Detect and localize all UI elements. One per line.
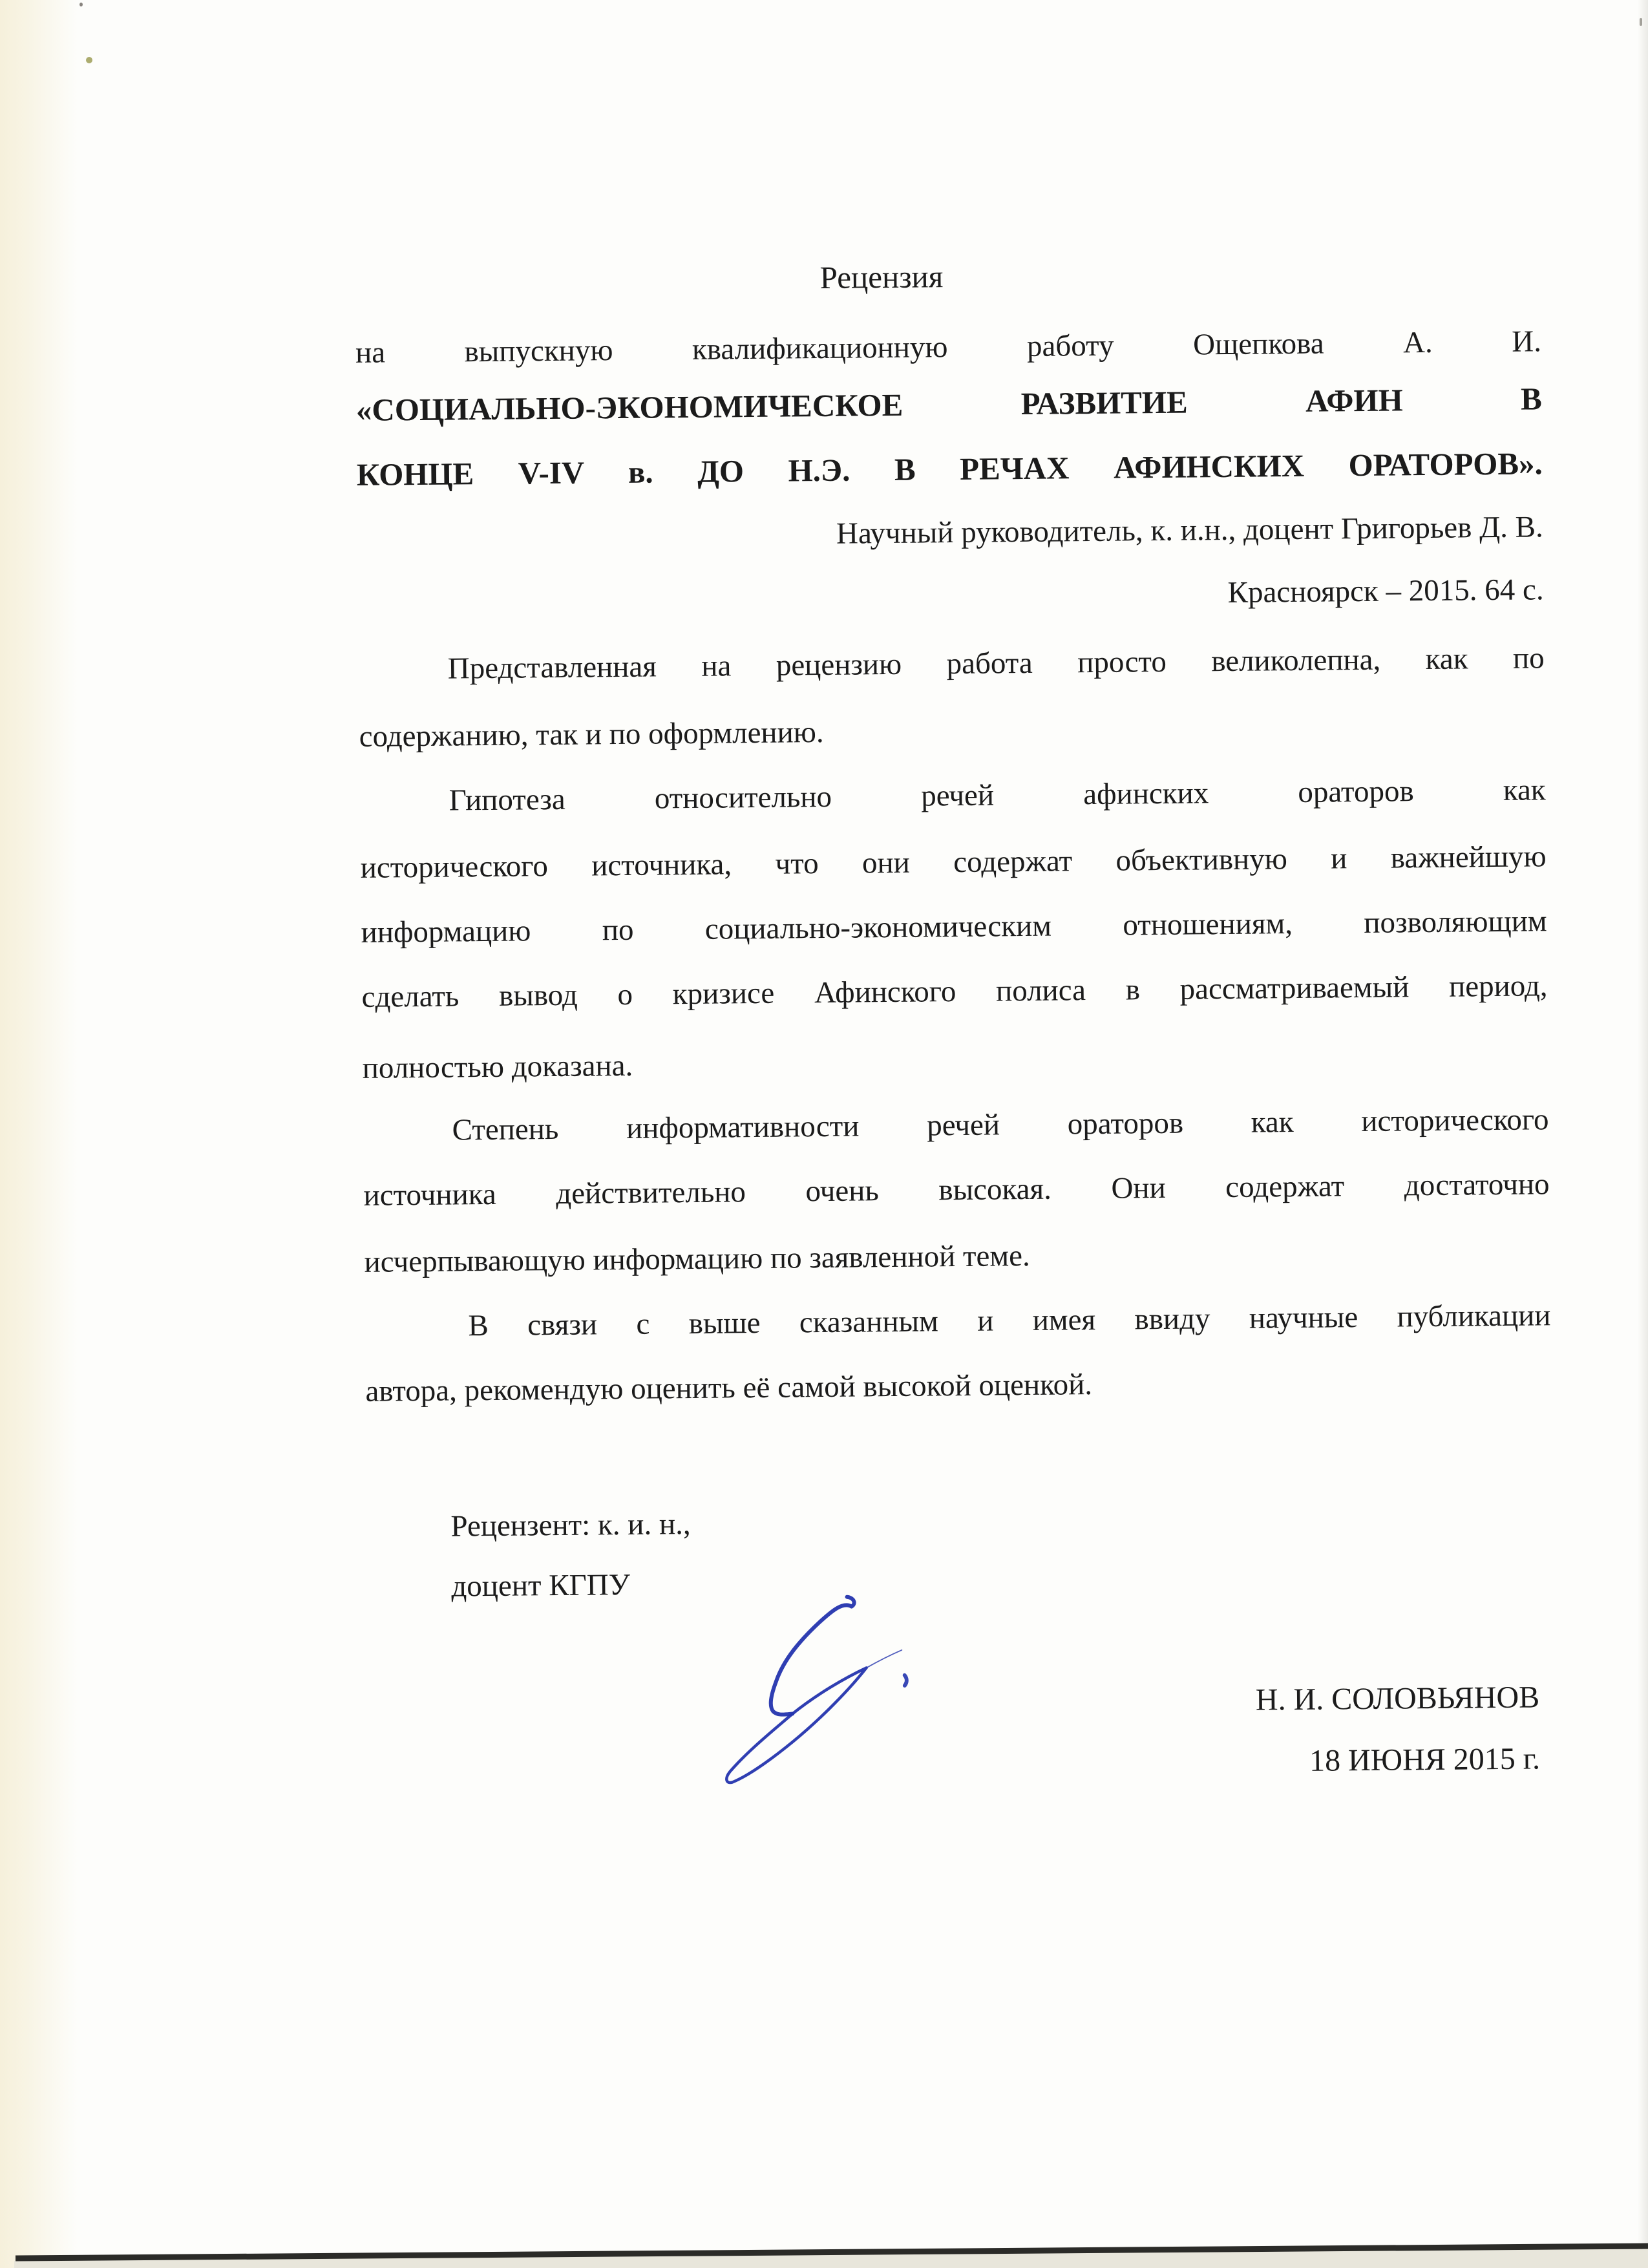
paragraph-line: информацию по социально-экономическим отношениям, позволяющим bbox=[361, 904, 1547, 949]
review-date: 18 ИЮНЯ 2015 г. bbox=[1309, 1741, 1541, 1778]
title-line-thesis-1: «СОЦИАЛЬНО-ЭКОНОМИЧЕСКОЕ РАЗВИТИЕ АФИН В bbox=[355, 381, 1543, 428]
paragraph-line: Степень информативности речей ораторов как исторического bbox=[452, 1103, 1549, 1147]
paragraph-line: содержанию, так и по оформлению. bbox=[359, 715, 824, 754]
supervisor-line: Научный руководитель, к. и.н., доцент Григорьев Д. В. bbox=[836, 510, 1543, 551]
paragraph-line: исчерпывающую информацию по заявленной теме. bbox=[364, 1238, 1030, 1279]
place-year-line: Красноярск – 2015. 64 с. bbox=[1227, 573, 1544, 609]
title-line-work: на выпускную квалификационную работу Ощепкова А. И. bbox=[355, 324, 1542, 370]
reviewer-name: Н. И. СОЛОВЬЯНОВ bbox=[1255, 1680, 1540, 1717]
paragraph-line: сделать вывод о кризисе Афинского полиса в рассматриваемый период, bbox=[361, 969, 1548, 1014]
reviewer-position-line: доцент КГПУ bbox=[451, 1567, 631, 1604]
reviewer-degree-line: Рецензент: к. и. н., bbox=[450, 1507, 691, 1543]
paragraph-line: источника действительно очень высокая. Они содержат достаточно bbox=[363, 1167, 1550, 1213]
paragraph-line: Гипотеза относительно речей афинских ораторов как bbox=[449, 773, 1546, 818]
paragraph-line: В связи с выше сказанным и имея ввиду научные публикации bbox=[468, 1298, 1551, 1343]
paragraph-line: исторического источника, что они содержат объективную и важнейшую bbox=[360, 840, 1547, 885]
title-line-thesis-2: КОНЦЕ V-IV в. ДО Н.Э. В РЕЧАХ АФИНСКИХ ОРАТОРОВ». bbox=[356, 445, 1543, 493]
paragraph-line: автора, рекомендую оценить её самой высокой оценкой. bbox=[365, 1368, 1093, 1408]
paragraph-line: полностью доказана. bbox=[362, 1048, 633, 1085]
paragraph-line: Представленная на рецензию работа просто великолепна, как по bbox=[447, 641, 1545, 686]
page-title: Рецензия bbox=[819, 259, 944, 296]
